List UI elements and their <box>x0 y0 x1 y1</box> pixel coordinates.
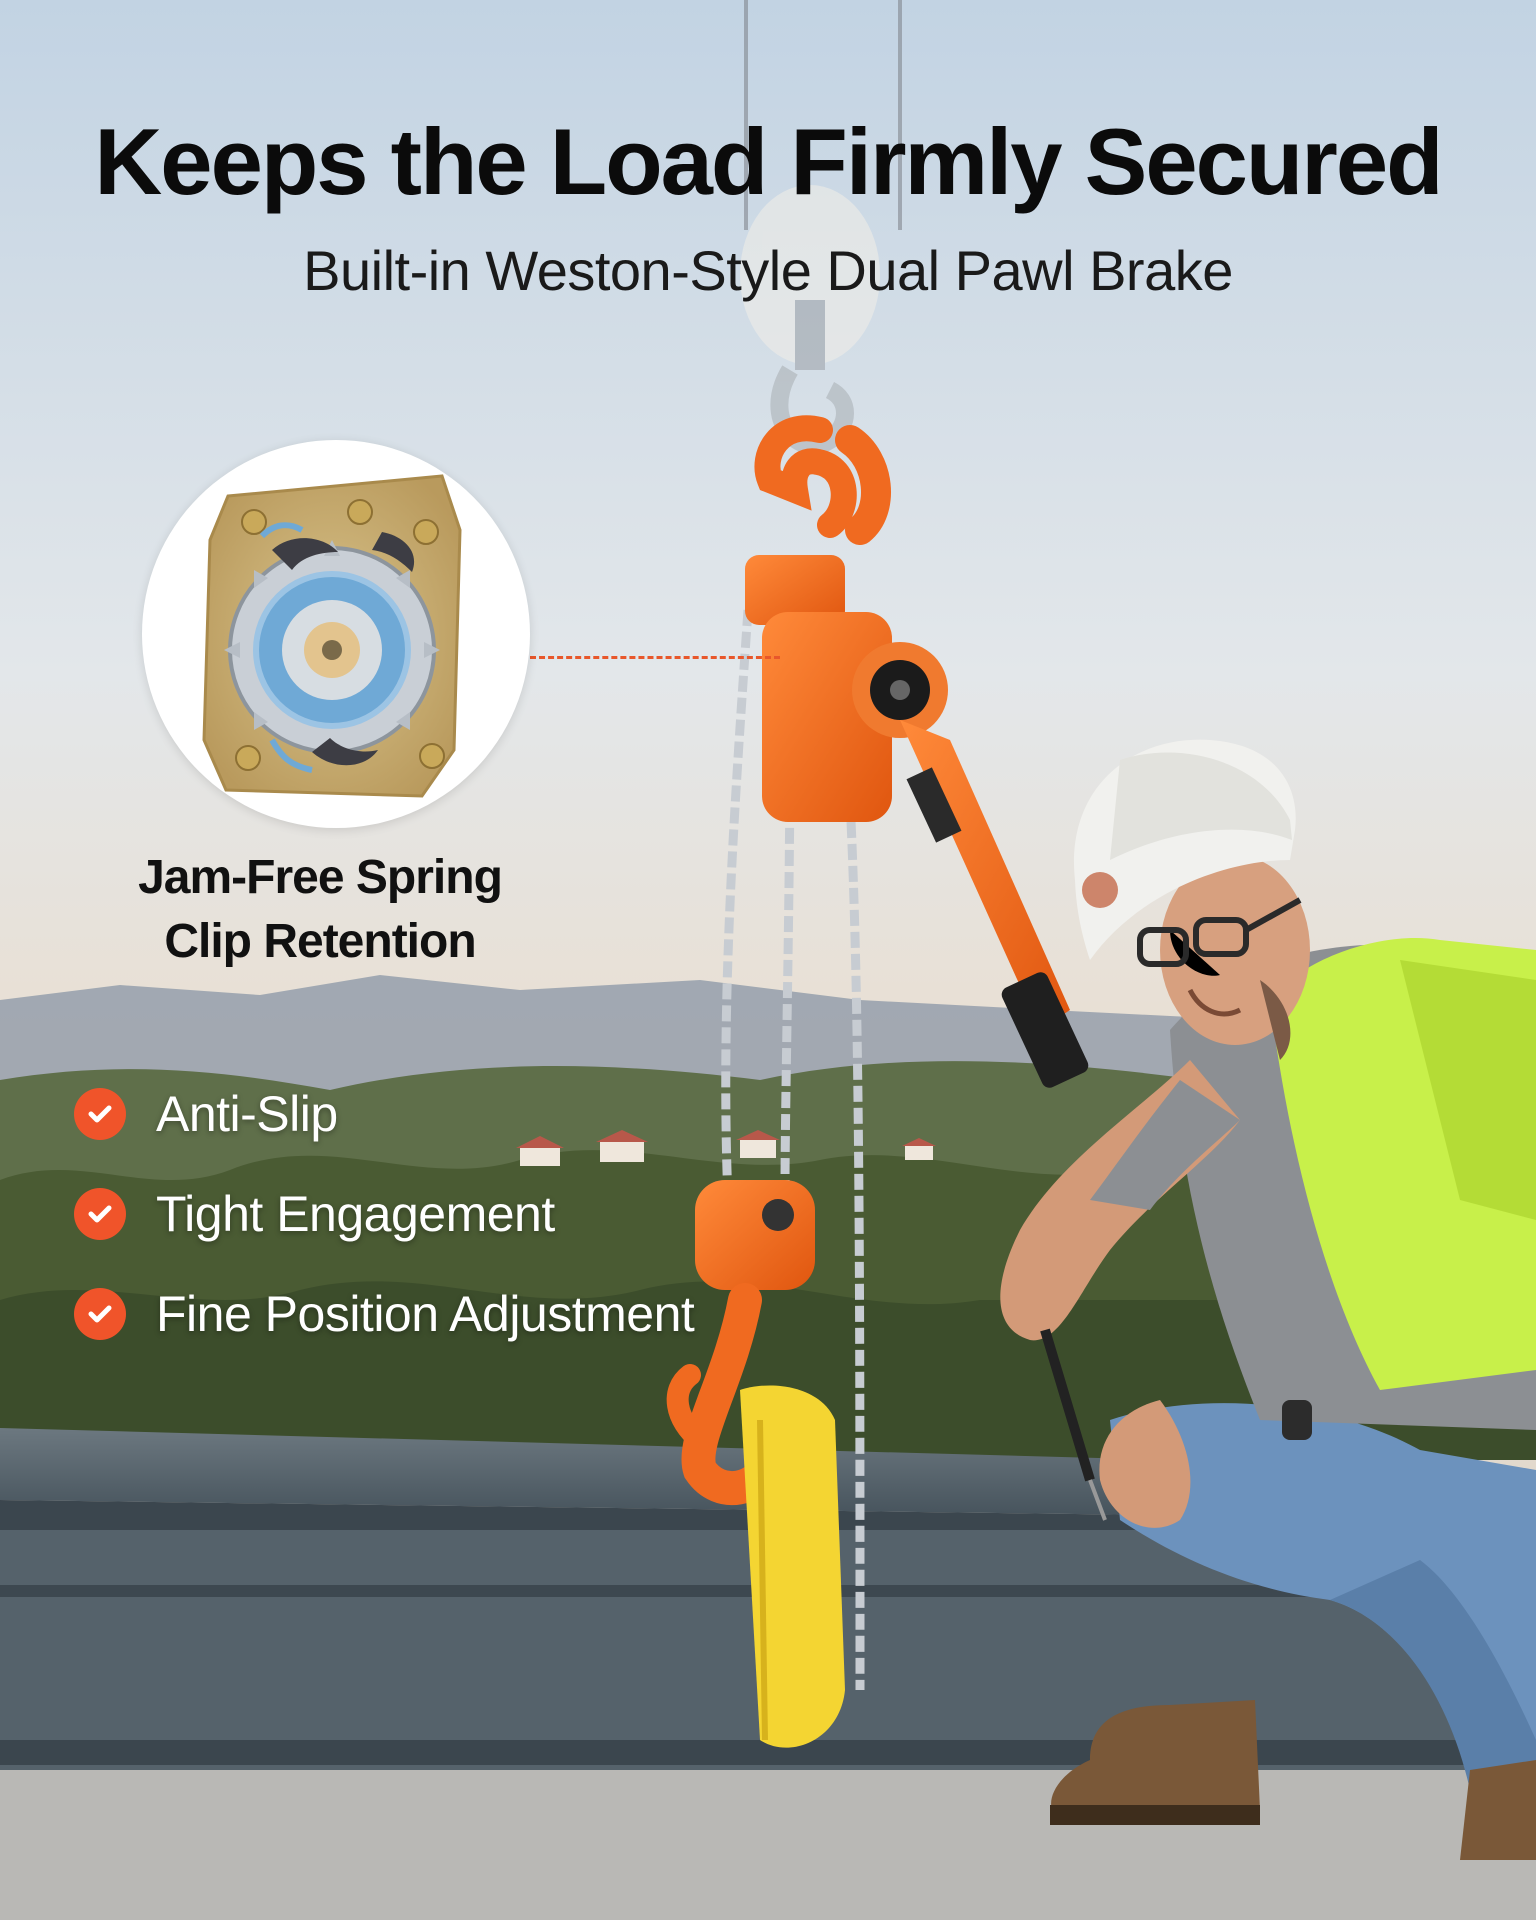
feature-list <box>74 1064 694 1364</box>
pawl-brake-illustration <box>142 440 530 828</box>
brake-detail-image <box>142 440 530 828</box>
checkmark-icon <box>74 1288 126 1340</box>
detail-caption-line2: Clip Retention <box>164 915 476 968</box>
feature-label: Anti-Slip <box>156 1086 338 1142</box>
feature-label: Tight Engagement <box>156 1186 555 1242</box>
detail-caption-line1: Jam-Free Spring <box>138 851 502 904</box>
feature-item <box>74 1264 694 1364</box>
detail-caption <box>90 846 550 974</box>
headline: Keeps the Load Firmly Secured <box>94 109 1442 214</box>
checkmark-icon <box>74 1088 126 1140</box>
callout-dashed-line <box>530 656 780 659</box>
feature-item <box>74 1164 694 1264</box>
feature-label: Fine Position Adjustment <box>156 1286 695 1342</box>
checkmark-icon <box>74 1188 126 1240</box>
subheadline: Built-in Weston-Style Dual Pawl Brake <box>303 239 1233 302</box>
feature-item <box>74 1064 694 1164</box>
